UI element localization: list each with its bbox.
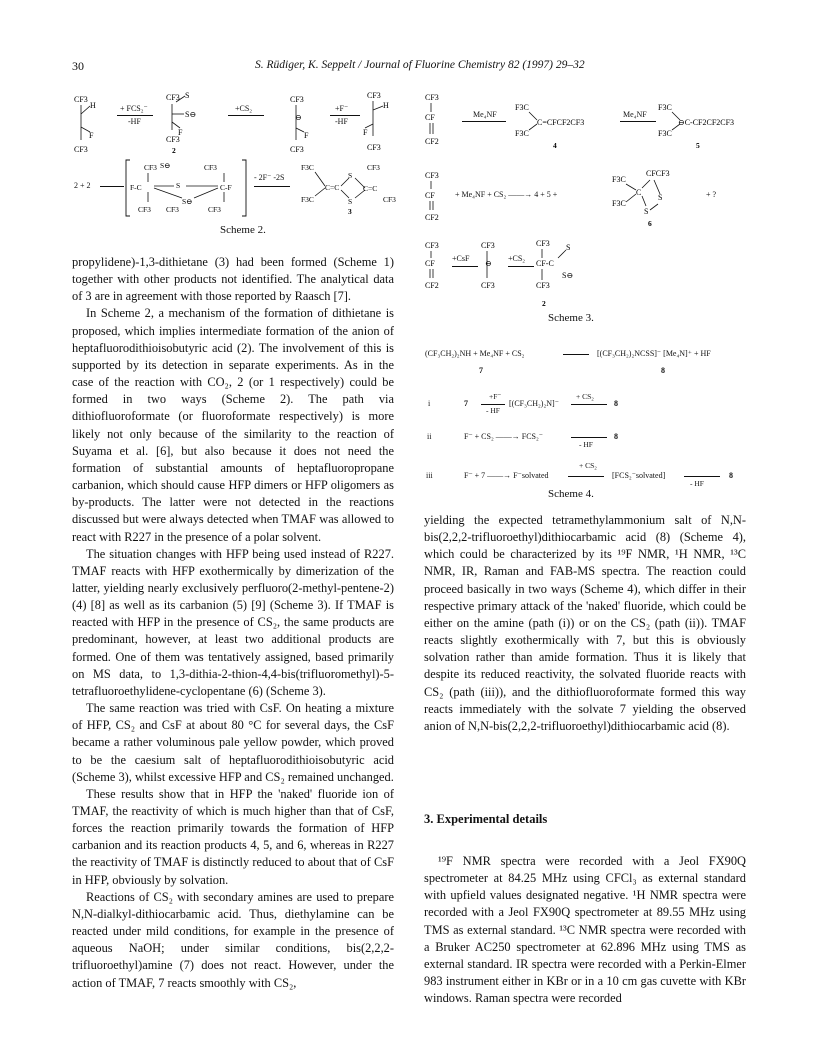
scheme4-ii-arrow	[571, 437, 607, 438]
scheme2-arrow2	[228, 115, 264, 116]
scheme3-hfp	[425, 90, 449, 154]
svg-text:F3C: F3C	[658, 129, 672, 138]
svg-text:CF3: CF3	[425, 171, 439, 180]
scheme4-main-arrow	[563, 354, 589, 355]
svg-text:F3C: F3C	[515, 103, 529, 112]
scheme2-molecule-carbanion	[290, 92, 320, 154]
scheme2-arrow3-top: +F⁻	[335, 104, 349, 113]
svg-text:2: 2	[542, 299, 546, 308]
scheme2-reactants: 2 + 2	[74, 181, 91, 190]
scheme3-compound-2	[536, 236, 590, 310]
scheme2-arrow4-top: - 2F⁻ -2S	[254, 173, 285, 182]
scheme3-row3-arrow2-top: +CS₂	[508, 254, 526, 263]
right-paragraph-2: ¹⁹F NMR spectra were recorded with a Jeol FX90Q spectrometer at 84.25 MHz using CFCl₃ as external standard with upfield values designated negative. ¹H NMR spectra were recorded with a Jeol FX90Q spectrometer at 89.55 MHz using TMS as external standard. ¹³C NMR spectra were recorded with a Bruker AC250 spectrometer at 62.896 MHz using TMS as external standard. IR spectra were recorded with a Perkin-Elmer 983 instrument either in KBr or in a 10 cm gas cuvette with KBr windows. Raman spectra were recorded	[424, 854, 746, 1006]
scheme2-arrow1	[117, 115, 153, 116]
scheme4-i-arrow-top: +F⁻	[489, 392, 502, 401]
svg-text:⊖C-CF2CF2CF3: ⊖C-CF2CF2CF3	[678, 118, 735, 127]
svg-text:CF3: CF3	[481, 241, 495, 250]
right-column-bottom	[424, 853, 746, 1007]
scheme2-arrow2-top: +CS₂	[235, 104, 253, 113]
svg-text:C=CFCF2CF3: C=CFCF2CF3	[537, 118, 585, 127]
scheme3-compound-6	[612, 168, 692, 228]
scheme2-label-2: 2	[172, 146, 176, 154]
svg-text:4: 4	[553, 141, 557, 150]
svg-text:CF3: CF3	[383, 195, 396, 204]
svg-text:F: F	[89, 131, 94, 140]
svg-text:H: H	[383, 101, 389, 110]
scheme3-arrow2	[620, 121, 656, 122]
svg-text:S: S	[348, 171, 353, 180]
svg-text:F: F	[178, 128, 183, 137]
scheme4-caption: Scheme 4.	[548, 488, 594, 500]
svg-text:S: S	[566, 243, 571, 252]
svg-text:CF2: CF2	[425, 213, 439, 222]
svg-text:S: S	[644, 207, 649, 216]
scheme4-iii-mid: [FCS₂⁻solvated]	[612, 471, 666, 480]
scheme4-iii-arrow2	[684, 476, 720, 477]
scheme4-label-8: 8	[661, 366, 665, 375]
svg-text:S: S	[176, 181, 181, 190]
scheme3-reagent2: Me₄NF	[623, 110, 647, 119]
svg-text:6: 6	[648, 219, 652, 228]
svg-text:C-F: C-F	[220, 183, 232, 192]
scheme4-iii-arrow	[568, 476, 604, 477]
scheme4-i-arrow2	[571, 404, 607, 405]
svg-text:F: F	[304, 131, 309, 140]
svg-text:F3C: F3C	[515, 129, 529, 138]
scheme3-compound-5	[658, 100, 758, 150]
svg-text:S⊖: S⊖	[562, 271, 574, 280]
scheme4-label-7: 7	[479, 366, 483, 375]
svg-text:CF3: CF3	[425, 241, 439, 250]
svg-text:CF3: CF3	[536, 281, 550, 290]
svg-text:CF2: CF2	[425, 137, 439, 146]
svg-text:CF3: CF3	[144, 163, 157, 172]
left-paragraph-2: In Scheme 2, a mechanism of the formation of dithietane is proposed, which implies intermediate formation of the anion of heptafluorodithioisobutyric acid (2). The involvement of this is supported by its detection in separate experiments. As in the case of the reaction with CO₂, 2 (or 1 respectively) could be formed in two ways (Scheme 2). The path via dithiofluoroformate (or fluoroformate respectively) is more likely not only because of the similarity to the reaction of Suyama et al. [6], but also because it does not need the formation of substantial amounts of heptafluoropropane carbanion, which should cause HFP dimers or HFP oligomers as by-products. The latter were not detected in the reactions discussed but were always detected when TMAF was allowed to react with R227 in the presence of a polar solvent.	[72, 306, 394, 544]
svg-text:CF3: CF3	[166, 135, 180, 144]
svg-text:CF3: CF3	[367, 143, 381, 152]
scheme2-intermediate	[124, 158, 248, 220]
svg-text:F: F	[363, 128, 368, 137]
scheme4-i-arrow-bottom: - HF	[486, 406, 500, 415]
scheme4-ii-product: 8	[614, 432, 618, 441]
scheme4-ii-text: F⁻ + CS₂ ——→ FCS₂⁻	[464, 432, 544, 441]
svg-text:CF3: CF3	[208, 205, 221, 214]
scheme3-arrow1	[462, 121, 506, 122]
svg-text:S⊖: S⊖	[185, 110, 197, 119]
svg-text:S: S	[658, 193, 663, 202]
scheme4-path-i: i	[428, 399, 431, 408]
svg-text:5: 5	[696, 141, 700, 150]
running-header	[0, 59, 816, 75]
scheme2-molecule-2	[158, 90, 200, 154]
svg-text:F3C: F3C	[612, 175, 626, 184]
svg-text:CF3: CF3	[367, 163, 380, 172]
svg-text:CF3: CF3	[290, 145, 304, 154]
svg-text:3: 3	[348, 207, 352, 216]
left-paragraph-1: propylidene)-1,3-dithietane (3) had been formed (Scheme 1) together with other products not identified. The analytical data of 3 are in agreement with those reported by Raasch [7].	[72, 255, 394, 304]
svg-text:CF3: CF3	[425, 93, 439, 102]
svg-text:CF2: CF2	[425, 281, 439, 290]
scheme4-i-arrow2-top: + CS₂	[576, 392, 594, 401]
right-column-top	[424, 512, 746, 735]
scheme3-caption: Scheme 3.	[548, 312, 594, 324]
scheme2-dithietane-3	[293, 160, 403, 216]
scheme4-path-ii: ii	[427, 432, 432, 441]
svg-text:C=C: C=C	[363, 184, 378, 193]
scheme2-caption: Scheme 2.	[220, 224, 266, 236]
svg-text:CF3: CF3	[290, 95, 304, 104]
scheme2-arrow4	[254, 186, 290, 187]
scheme3-compound-4	[515, 100, 625, 150]
scheme3-row2-text: + Me₄NF + CS₂ ——→ 4 + 5 +	[455, 190, 558, 199]
scheme3-row3-arrow2	[508, 266, 534, 267]
scheme4-iii-arrow-bottom: - HF	[690, 479, 704, 488]
svg-text:CF3: CF3	[481, 281, 495, 290]
left-paragraph-3: The situation changes with HFP being used instead of R227. TMAF reacts with HFP exothermically by dimerization of the latter, yielding nearly exclusively perfluoro(2-methyl-pentene-2) (4) [8] as well as its carbanion (5) [9] (Scheme 3). If TMAF is reacted with HFP in the presence of CS₂, the same products are predominant, however, at least two additional products are formed. One of them was tentatively assigned, based primarily on MS data, to 1,3-dithia-2-thion-4,4-bis(trifluoromethyl)-5-tetrafluoroethylidene-cyclopentane (6) (Scheme 3).	[72, 546, 394, 698]
svg-text:CF3: CF3	[74, 95, 88, 104]
scheme3-hfp-row2	[425, 168, 449, 226]
scheme3-reagent1: Me₄NF	[473, 110, 497, 119]
svg-text:F3C: F3C	[612, 199, 626, 208]
scheme4-path-iii: iii	[426, 471, 433, 480]
scheme2-arrow3	[330, 115, 360, 116]
left-paragraph-4: The same reaction was tried with CsF. On heating a mixture of HFP, CS₂ and CsF at about 80 °C for several days, the CsF became a rather voluminous pale yellow powder, which proved to be the caesium salt of heptafluorodithioisobutyric acid (Scheme 3), whilst excessive HFP and CS₂ remained unchanged.	[72, 701, 394, 784]
scheme2-molecule-hfc-b	[363, 88, 393, 154]
scheme2-arrow1-bottom: -HF	[128, 117, 141, 126]
scheme3-row3-arrow1-top: +CsF	[452, 254, 470, 263]
svg-text:S: S	[348, 197, 353, 206]
scheme4-iii-product: 8	[729, 471, 733, 480]
svg-text:F3C: F3C	[658, 103, 672, 112]
scheme4-i-arrow	[481, 404, 505, 405]
svg-text:F-C: F-C	[130, 183, 142, 192]
page-number: 30	[72, 59, 84, 73]
left-column	[72, 254, 394, 992]
svg-text:C: C	[636, 188, 642, 197]
scheme3-hfp-row3	[425, 238, 449, 292]
svg-text:CFCF3: CFCF3	[646, 169, 670, 178]
scheme4-main-lhs: (CF₃CH₂)₂NH + Me₄NF + CS₂	[425, 349, 525, 358]
scheme2-arrow3-bottom: -HF	[335, 117, 348, 126]
svg-text:C=C: C=C	[325, 183, 340, 192]
left-paragraph-5: These results show that in HFP the 'naked' fluoride ion of TMAF, the reactivity of which is much higher than that of CsF, forces the reaction primarily towards the formation of HFP carbanion and its reaction products 4, 5, and 6, whereas in R227 the reactivity of TMAF is distinctly reduced to about that of CsF in HFP, obviously by solvation.	[72, 786, 394, 887]
scheme4-iii-text: F⁻ + 7 ——→ F⁻solvated	[464, 471, 549, 480]
scheme2-molecule-hfc	[74, 92, 104, 154]
svg-text:CF-C: CF-C	[536, 259, 554, 268]
svg-text:CF3: CF3	[74, 145, 88, 154]
svg-text:⊖: ⊖	[485, 259, 492, 268]
svg-text:F3C: F3C	[301, 195, 314, 204]
scheme4-i-mid: [(CF₃CH₂)₂N]⁻	[509, 399, 559, 408]
scheme4-main-rhs: [(CF₃CH₂)₂NCSS]⁻ [Me₄N]⁺ + HF	[597, 349, 711, 358]
svg-text:CF3: CF3	[166, 205, 179, 214]
svg-text:CF: CF	[425, 259, 435, 268]
scheme4-ii-arrow-bottom: - HF	[579, 440, 593, 449]
svg-text:CF3: CF3	[367, 91, 381, 100]
svg-text:S⊖: S⊖	[182, 197, 193, 206]
svg-text:F3C: F3C	[301, 163, 314, 172]
scheme4-i-product: 8	[614, 399, 618, 408]
svg-text:CF: CF	[425, 191, 435, 200]
svg-text:CF: CF	[425, 113, 435, 122]
svg-text:⊖: ⊖	[295, 113, 302, 122]
left-paragraph-6: Reactions of CS₂ with secondary amines are used to prepare N,N-dialkyl-dithiocarbamic acid. Thus, diethylamine can be reacted under mild conditions, for example in the presence of aqueous NaOH; under similar conditions, bis(2,2,2-trifluoroethyl)amine (7) does not react. However, under the action of TMAF, 7 reacts smoothly with CS₂,	[72, 889, 394, 990]
svg-text:S⊖: S⊖	[160, 161, 171, 170]
scheme2-arrow-to-bracket	[100, 186, 124, 187]
scheme4-i-text: 7	[464, 399, 468, 408]
scheme3-row2-plus-q: + ?	[706, 190, 717, 199]
svg-text:H: H	[90, 101, 96, 110]
scheme3-carbanion-row3	[481, 238, 505, 292]
svg-text:CF3: CF3	[166, 93, 180, 102]
svg-text:CF3: CF3	[138, 205, 151, 214]
scheme4-iii-arrow-top: + CS₂	[579, 461, 597, 470]
scheme2-arrow1-top: + FCS₂⁻	[120, 104, 148, 113]
scheme3-row3-arrow1	[452, 266, 478, 267]
right-paragraph-1: yielding the expected tetramethylammonium salt of N,N-bis(2,2,2-trifluoroethyl)dithiocarbamic acid (8) (Scheme 4), which could be characterized by its ¹⁹F NMR, ¹H NMR, ¹³C NMR, IR, Raman and FAB-MS spectra. The reaction could proceed basically in two ways (Scheme 4), which differ in their respective primary attack of the 'naked' fluoride, which could be either on the amine (path (i)) or on the CS₂ (path (ii)). TMAF reacts slightly exothermically with 7, but this is obviously solvation rather than amide formation. Thus it is likely that despite its reduced reactivity, the solvated fluoride reacts with CS₂ (path (iii)), and the dithiofluoroformate formed this way reacts immediately with the solvate 7 yielding the observed anion of N,N-bis(2,2,2-trifluoroethyl)dithiocarbamic acid (8).	[424, 513, 746, 733]
svg-text:CF3: CF3	[536, 239, 550, 248]
running-title: S. Rüdiger, K. Seppelt / Journal of Fluorine Chemistry 82 (1997) 29–32	[255, 59, 585, 71]
section-title: 3. Experimental details	[424, 812, 548, 826]
svg-text:CF3: CF3	[204, 163, 217, 172]
svg-text:S: S	[185, 91, 190, 100]
